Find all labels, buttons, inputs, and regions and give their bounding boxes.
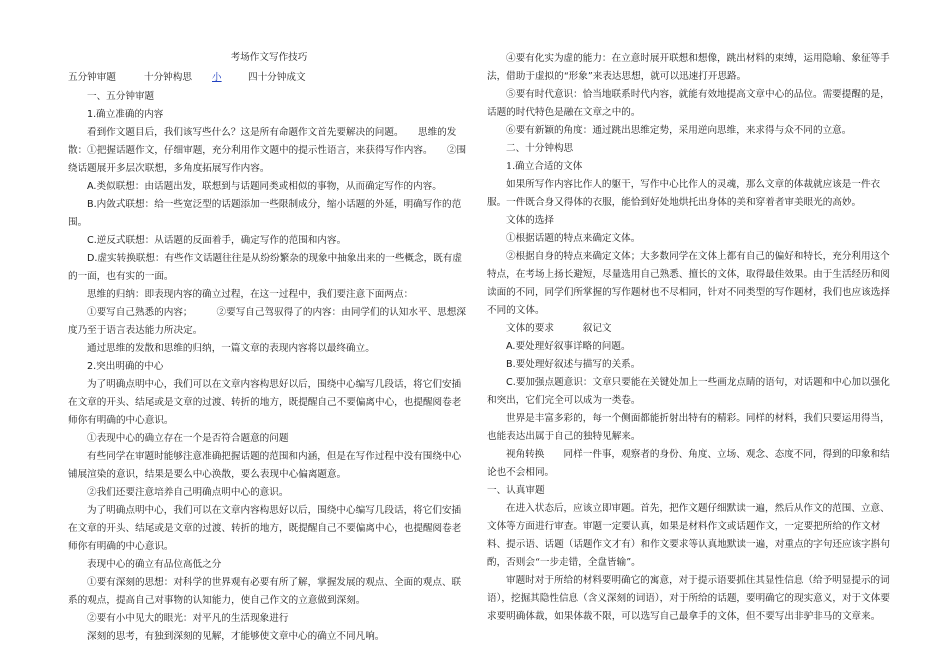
paragraph: 在进入状态后，应该立即审题。首先，把作文题仔细默读一遍，然后从作文的范围、立意、文体等方面进行审查。审题一定要认真，如果是材料作文或话题作文，一定要把所给的作文材料、提示语、话题（话题作文才有）和作文要求等认真地默读一遍，对重点的字句还应该字斟句酌，否则会“一步走错，全盘皆输”。: [487, 503, 890, 568]
section-heading-review: 一、认真审题: [487, 485, 545, 496]
paragraph: ①要有深刻的思想：对科学的世界观有必要有所了解，掌握发展的观点、全面的观点、联系的观点，提高自己对事物的认知能力，使自己作文的立意做到深刻。: [68, 577, 462, 606]
paragraph: 看到作文题目后，我们该写些什么？这是所有命题作文首先要解决的问题。 思维的发散：①把握话题作文，仔细审题，充分利用作文题中的提示性语言，来获得写作内容。 ②围绕话题展开多层次联想，多角度拓展写作内容。: [68, 127, 467, 174]
paragraph: 思维的归纳：即表现内容的确立过程，在这一过程中，我们要注意下面两点：: [87, 289, 414, 300]
paragraph: 文体的要求 叙记文: [506, 323, 612, 334]
paragraph: 视角转换 同样一件事，观察者的身份、角度、立场、观念、态度不同，得到的印象和结论也不会相同。: [487, 449, 890, 478]
paragraph: 为了明确点明中心，我们可以在文章内容构思好以后，围绕中心编写几段话，将它们安插在文章的开头、结尾或是文章的过渡、转折的地方，既提醒自己不要偏离中心，也提醒阅卷老师你有明确的中心意识。: [68, 505, 462, 552]
subheading-content: 1.确立准确的内容: [87, 109, 164, 120]
list-item-a: A.类似联想：由话题出发，联想到与话题同类或相似的事物，从而确定写作的内容。: [87, 181, 442, 192]
nav-item-review: 五分钟审题: [68, 72, 116, 83]
paragraph: ②根据自身的特点来确定文体；大多数同学在文体上都有自己的偏好和特长，充分利用这个特点，在考场上扬长避短，尽量选用自己熟悉、擅长的文体，取得最佳效果。由于生活经历和阅读面的不同，同学们所掌握的写作题材也不尽相同，针对不同类型的写作题材，我们也应该选择不同的文体。: [487, 251, 890, 316]
paragraph: ①表现中心的确立存在一个是否符合题意的问题: [87, 433, 289, 444]
paragraph: 如果所写作内容比作人的躯干，写作中心比作人的灵魂，那么文章的体裁就应该是一件衣服。一件既合身又得体的衣服，能恰到好处地烘托出身体的美和穿着者审美眼光的高妙。: [487, 179, 881, 208]
paragraph: ④要有化实为虚的能力：在立意时展开联想和想像，跳出材料的束缚，运用隐喻、象征等手法，借助于虚拟的“形象”来表达思想，就可以迅速打开思路。: [487, 53, 890, 82]
subheading-center: 2.突出明确的中心: [87, 361, 164, 372]
list-item-d: D.虚实转换联想：有些作文话题往往是从纷纷繁杂的现象中抽象出来的一些概念，既有虚的一面，也有实的一面。: [68, 253, 462, 282]
paragraph: ①要写自己熟悉的内容； ②要写自己驾驭得了的内容：由同学们的认知水平、思想深度乃至于语言表达能力所决定。: [68, 307, 466, 336]
paragraph: ②我们还要注意培养自己明确点明中心的意识。: [87, 487, 289, 498]
paragraph: 深刻的思考，有独到深刻的见解，才能够使文章中心的确立不同凡响。: [87, 631, 385, 642]
subheading-genre: 1.确立合适的文体: [506, 161, 583, 172]
paragraph: ②要有小中见大的眼光：对平凡的生活现象进行: [87, 613, 289, 624]
list-item-b: B.要处理好叙述与描写的关系。: [506, 359, 641, 370]
list-item-c: C.要加强点题意识：文章只要能在关键处加上一些画龙点睛的语句，对话题和中心加以强化和突出，它们完全可以成为一类卷。: [487, 377, 890, 406]
paragraph: ⑥要有新颖的角度：通过跳出思维定势，采用逆向思维，来求得与众不同的立意。: [506, 125, 852, 136]
nav-link-small[interactable]: 小: [212, 72, 222, 83]
right-column: [487, 50, 891, 626]
left-column: [68, 48, 470, 646]
paragraph: 通过思维的发散和思维的归纳，一篇文章的表现内容将以最终确立。: [87, 343, 375, 354]
list-item-a: A.要处理好叙事详略的问题。: [506, 341, 631, 352]
paragraph: 表现中心的确立有品位高低之分: [87, 559, 222, 570]
paragraph: 为了明确点明中心，我们可以在文章内容构思好以后，围绕中心编写几段话，将它们安插在文章的开头、结尾或是文章的过渡、转折的地方，既提醒自己不要偏离中心，也提醒阅卷老师你有明确的中心意识。: [68, 379, 462, 426]
document-title: 考场作文写作技巧: [230, 52, 308, 63]
section-heading-1: 一、五分钟审题: [87, 91, 155, 102]
section-nav: [68, 69, 470, 87]
list-item-b: B.内敛式联想：给一些宽泛型的话题添加一些限制成分，缩小话题的外延，明确写作的范围。: [68, 199, 462, 228]
nav-item-plan: 十分钟构思: [144, 72, 192, 83]
list-item-c: C.逆反式联想：从话题的反面着手，确定写作的范围和内容。: [87, 235, 347, 246]
paragraph: 有些同学在审题时能够注意准确把握话题的范围和内涵，但是在写作过程中没有围绕中心铺展渲染的意识，结果是要么中心涣散，要么表现中心偏离题意。: [68, 451, 462, 480]
paragraph: 审题时对于所给的材料要明确它的寓意，对于提示语要抓住其显性信息（给予明显提示的词语），挖掘其隐性信息（含义深刻的词语），对于所给的话题，要明确它的现实意义，对于文体要求要明确体裁，如果体裁不限，可以选写自己最拿手的文体，但不要写出非驴非马的文章来。: [487, 575, 890, 622]
paragraph: 世界是丰富多彩的，每一个侧面都能折射出特有的精彩。同样的材料，我们只要运用得当，也能表达出属于自己的独特见解来。: [487, 413, 890, 442]
section-heading-2: 二、十分钟构思: [506, 143, 574, 154]
nav-item-write: 四十分钟成文: [248, 72, 306, 83]
paragraph: 文体的选择: [506, 215, 554, 226]
paragraph: ⑤要有时代意识：恰当地联系时代内容，就能有效地提高文章中心的品位。需要提醒的是，话题的时代特色是融在文章之中的。: [487, 89, 890, 118]
paragraph: ①根据话题的特点来确定文体。: [506, 233, 641, 244]
